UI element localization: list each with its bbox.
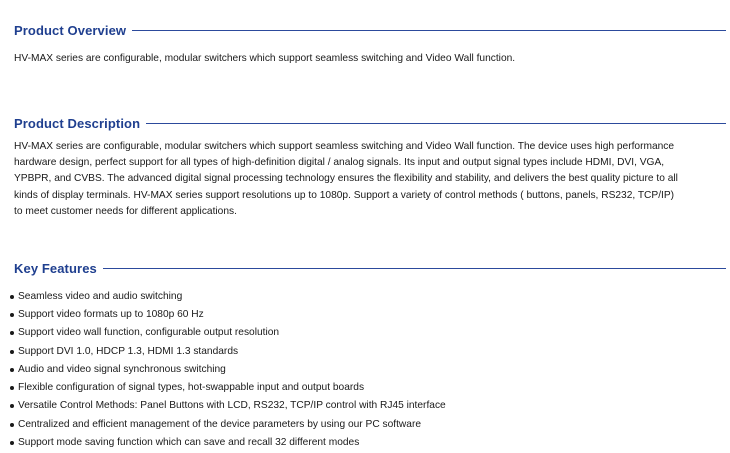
bullet-icon xyxy=(10,404,14,408)
feature-text: Seamless video and audio switching xyxy=(18,290,183,302)
feature-text: Support video wall function, configurable output resolution xyxy=(18,327,280,339)
feature-item xyxy=(10,342,446,360)
description-line: kinds of display terminals. HV-MAX series support resolutions up to 1080p. Support a variety of control methods ( buttons, panels, RS232, TCP/IP) xyxy=(14,189,675,201)
feature-item xyxy=(10,360,446,378)
feature-item xyxy=(10,287,446,305)
bullet-icon xyxy=(10,386,14,390)
feature-text: Support DVI 1.0, HDCP 1.3, HDMI 1.3 standards xyxy=(18,345,239,357)
description-line: to meet customer needs for different applications. xyxy=(14,205,237,217)
description-line: hardware design, perfect support for all types of high-definition digital / analog signals. Its input and output signal types include HDMI, DVI, VGA, xyxy=(14,157,665,169)
description-line: HV-MAX series are configurable, modular switchers which support seamless switching and Video Wall function. The device uses high performance xyxy=(14,141,675,152)
feature-text: Versatile Control Methods: Panel Buttons with LCD, RS232, TCP/IP control with RJ45 interface xyxy=(18,400,446,412)
feature-item xyxy=(10,415,446,433)
feature-item xyxy=(10,305,446,323)
bullet-icon xyxy=(10,423,14,427)
feature-item xyxy=(10,378,446,396)
feature-text: Centralized and efficient management of the device parameters by using our PC software xyxy=(18,418,422,430)
feature-item xyxy=(10,397,446,415)
description-header xyxy=(14,116,726,131)
feature-text: Support video formats up to 1080p 60 Hz xyxy=(18,308,204,320)
bullet-icon xyxy=(10,331,14,335)
features-divider xyxy=(103,268,726,269)
features-list xyxy=(10,287,446,452)
feature-item xyxy=(10,433,446,451)
overview-divider xyxy=(132,30,726,31)
features-title: Key Features xyxy=(14,261,97,276)
feature-item xyxy=(10,324,446,342)
overview-title: Product Overview xyxy=(14,23,127,38)
description-title: Product Description xyxy=(14,116,141,131)
overview-text-block xyxy=(14,51,726,67)
feature-text: Support mode saving function which can save and recall 32 different modes xyxy=(18,437,360,449)
overview-header xyxy=(14,23,726,38)
features-header xyxy=(14,261,726,276)
feature-text: Flexible configuration of signal types, hot-swappable input and output boards xyxy=(18,382,365,394)
bullet-icon xyxy=(10,313,14,317)
overview-text: HV-MAX series are configurable, modular switchers which support seamless switching and Video Wall function. xyxy=(14,53,516,64)
feature-text: Audio and video signal synchronous switching xyxy=(18,363,226,375)
bullet-icon xyxy=(10,295,14,299)
bullet-icon xyxy=(10,368,14,372)
bullet-icon xyxy=(10,441,14,445)
bullet-icon xyxy=(10,350,14,354)
description-text-block xyxy=(14,139,726,220)
description-line: YPBPR, and CVBS. The advanced digital signal processing technology ensures the flexibility and stability, and delivers the best quality picture to all xyxy=(14,173,678,185)
description-divider xyxy=(146,123,726,124)
